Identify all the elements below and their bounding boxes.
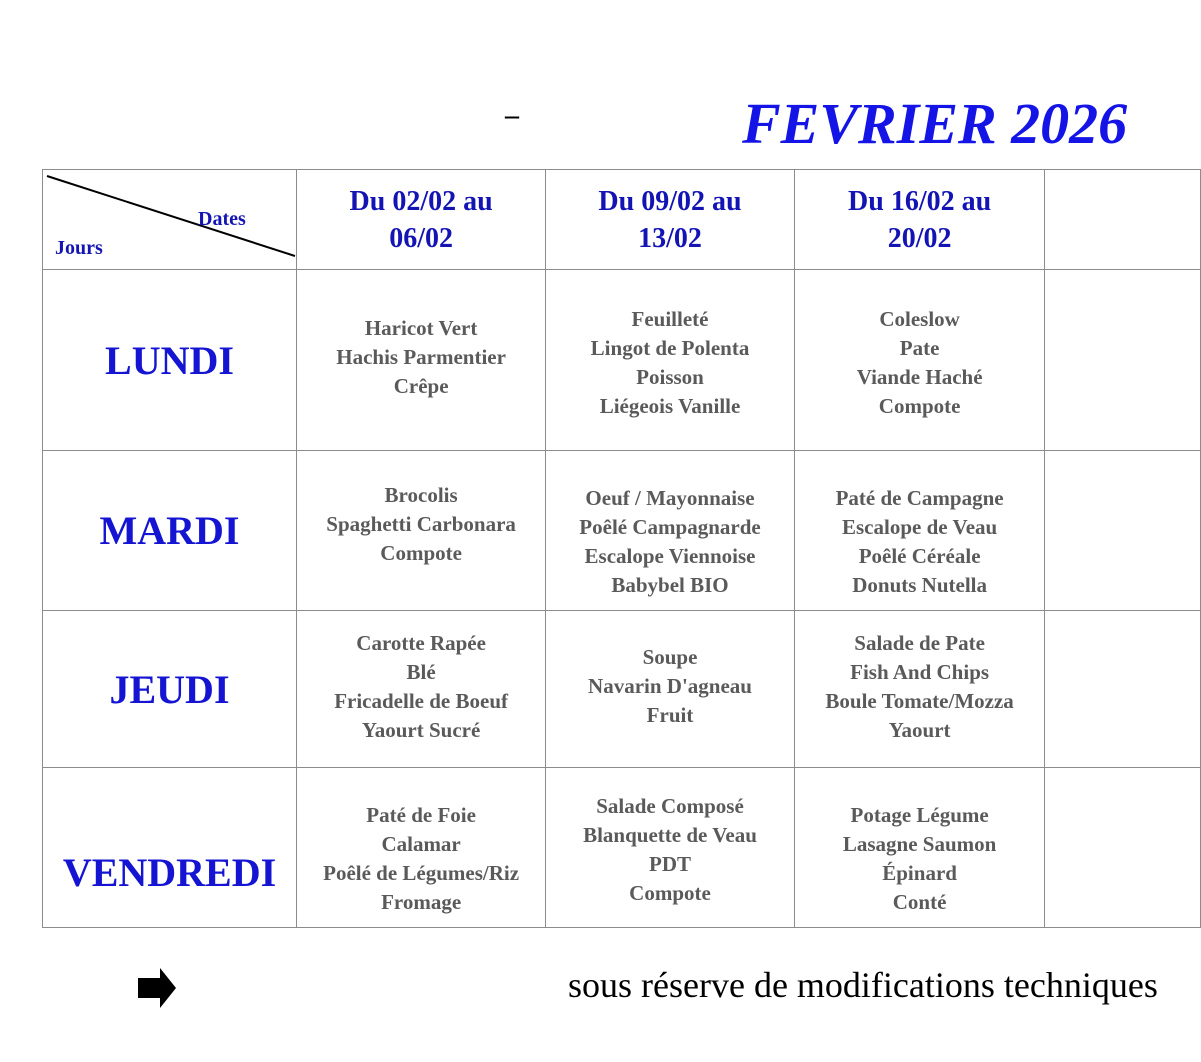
right-arrow-icon [136, 966, 178, 1015]
menu-cell [297, 270, 546, 451]
footer-note: sous réserve de modifications techniques [568, 965, 1158, 1005]
menu-item: Fromage [381, 889, 462, 914]
menu-item: Babybel BIO [611, 572, 729, 597]
menu-item: Escalope de Veau [842, 514, 998, 539]
menu-item: Hachis Parmentier [336, 344, 506, 369]
menu-cell [297, 768, 546, 928]
menu-cell-empty [1045, 768, 1201, 928]
menu-item: Salade de Pate [854, 631, 985, 655]
menu-item: Crêpe [393, 373, 449, 398]
week-header-1 [297, 170, 546, 270]
table-row-mardi [43, 451, 1201, 611]
menu-item: Compote [380, 541, 462, 565]
week-header-4 [1045, 170, 1201, 270]
dates-label: Dates [198, 208, 246, 230]
menu-item: Feuilleté [631, 307, 709, 331]
menu-item: Carotte Rapée [356, 631, 486, 655]
menu-item: Yaourt Sucré [361, 718, 481, 742]
menu-item: Compote [878, 394, 961, 418]
menu-cell-empty [1045, 270, 1201, 451]
menu-item: Potage Légume [850, 802, 989, 827]
menu-cell [794, 611, 1045, 768]
menu-item: Fish And Chips [850, 660, 990, 684]
menu-item: Escalope Viennoise [584, 543, 756, 568]
week-header-line1: Du 09/02 au [598, 185, 742, 217]
title-dash: – [505, 100, 519, 131]
menu-item: Pate [899, 336, 940, 360]
menu-cell [794, 768, 1045, 928]
menu-cell-empty [1045, 611, 1201, 768]
menu-item: Oeuf / Mayonnaise [585, 485, 755, 510]
menu-table [42, 169, 1201, 928]
menu-item: Calamar [381, 831, 461, 856]
week-header-line2: 06/02 [389, 222, 453, 254]
week-header-line2: 13/02 [638, 222, 702, 254]
menu-item: Paté de Campagne [835, 485, 1004, 510]
menu-item: Yaourt [888, 718, 951, 742]
menu-item: Soupe [642, 644, 698, 669]
menu-item: Paté de Foie [366, 802, 476, 827]
day-label-jeudi: JEUDI [43, 611, 297, 768]
menu-item: Boule Tomate/Mozza [825, 689, 1014, 713]
week-header-2 [546, 170, 795, 270]
menu-item: Poisson [636, 365, 704, 389]
menu-item: Donuts Nutella [852, 572, 987, 597]
menu-item: Compote [629, 880, 711, 905]
menu-cell-empty [1045, 451, 1201, 611]
menu-item: Coleslow [879, 307, 960, 331]
menu-item: Salade Composé [596, 793, 744, 818]
corner-cell [43, 170, 297, 270]
menu-cell [546, 611, 795, 768]
menu-item: Épinard [882, 860, 957, 885]
page-title: FEVRIER 2026 [742, 91, 1128, 156]
menu-item: PDT [649, 851, 691, 876]
table-row-vendredi [43, 768, 1201, 928]
menu-item: Spaghetti Carbonara [326, 512, 516, 536]
table-row-lundi [43, 270, 1201, 451]
menu-item: Poêlé Céréale [858, 543, 981, 568]
day-label-lundi: LUNDI [43, 270, 297, 451]
week-header-3 [794, 170, 1045, 270]
table-row-jeudi [43, 611, 1201, 768]
menu-cell [794, 451, 1045, 611]
week-header-line1: Du 02/02 au [349, 185, 493, 217]
menu-cell [546, 451, 795, 611]
menu-cell [794, 270, 1045, 451]
day-label-vendredi: VENDREDI [43, 768, 297, 928]
week-header-line2: 20/02 [887, 222, 952, 254]
menu-item: Fruit [646, 702, 694, 727]
menu-item: Blé [406, 660, 436, 684]
menu-item: Conté [892, 889, 947, 914]
menu-item: Fricadelle de Boeuf [334, 689, 508, 713]
menu-item: Navarin D'agneau [588, 673, 752, 698]
menu-item: Lingot de Polenta [590, 336, 750, 360]
menu-cell [546, 768, 795, 928]
table-header-row [43, 170, 1201, 270]
menu-cell [297, 451, 546, 611]
menu-cell [546, 270, 795, 451]
jours-label: Jours [55, 237, 103, 259]
menu-item: Liégeois Vanille [599, 394, 741, 418]
day-label-mardi: MARDI [43, 451, 297, 611]
week-header-line1: Du 16/02 au [848, 185, 992, 217]
menu-item: Brocolis [384, 483, 458, 507]
menu-item: Haricot Vert [364, 315, 478, 340]
menu-item: Lasagne Saumon [842, 831, 997, 856]
menu-item: Poêlé Campagnarde [579, 514, 761, 539]
menu-item: Poêlé de Légumes/Riz [323, 860, 520, 885]
menu-cell [297, 611, 546, 768]
menu-item: Viande Haché [856, 365, 983, 389]
menu-item: Blanquette de Veau [583, 822, 757, 847]
